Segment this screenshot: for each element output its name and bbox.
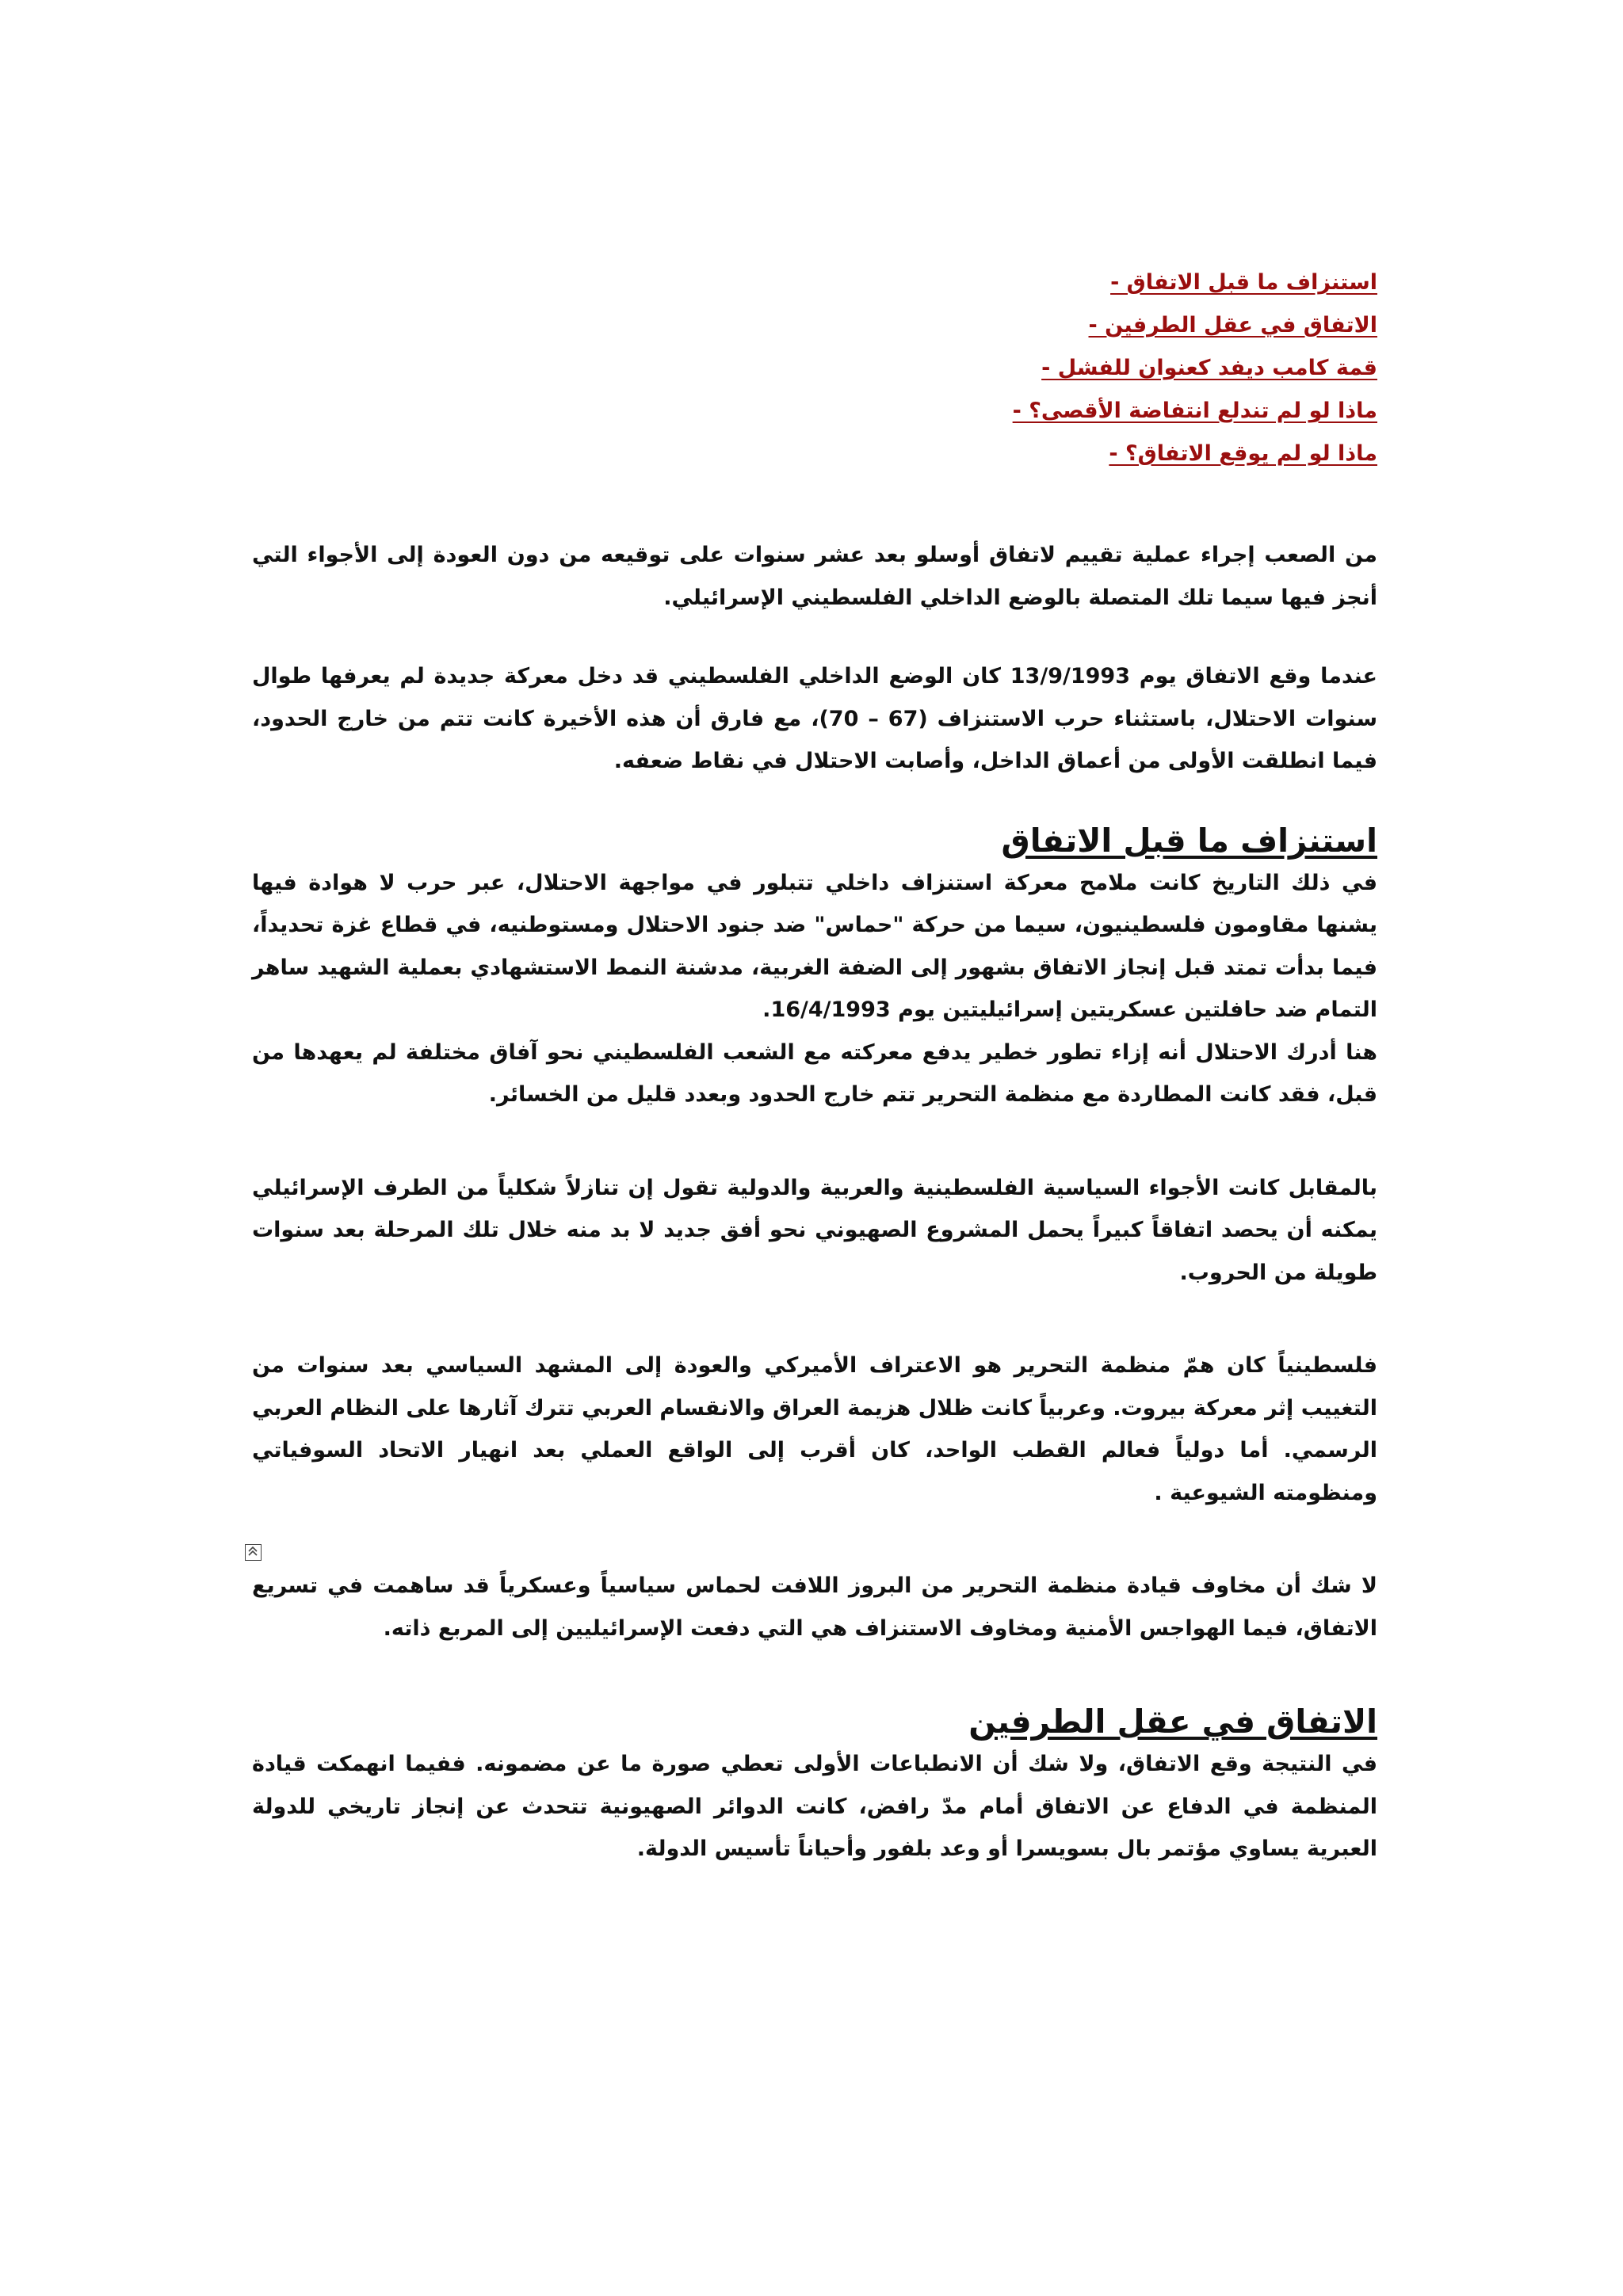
section1-paragraph-2: هنا أدرك الاحتلال أنه إزاء تطور خطير يدفع معركته مع الشعب الفلسطيني نحو آفاق مختلفة لم يعهدها من قبل، فقد كانت المطاردة مع منظمة التحرير تتم خارج الحدود وبعدد قليل من الخسائر. <box>252 1039 1377 1107</box>
article-body <box>252 261 1377 1871</box>
toc-link-camp-david-summit[interactable]: قمة كامب ديفد كعنوان للفشل - <box>1041 356 1377 380</box>
table-of-contents <box>252 261 1377 475</box>
section2-paragraph-1: في النتيجة وقع الاتفاق، ولا شك أن الانطباعات الأولى تعطي صورة ما عن مضمونه. ففيما انهمكت قيادة المنظمة في الدفاع عن الاتفاق أمام مدّ رافض، كانت الدوائر الصهيونية تتحدث عن إنجاز تاريخي للدولة العبرية يساوي مؤتمر بال بسويسرا أو وعد بلفور وأحياناً تأسيس الدولة. <box>252 1752 1377 1861</box>
section1-paragraph-5: لا شك أن مخاوف قيادة منظمة التحرير من البروز اللافت لحماس سياسياً وعسكرياً قد ساهمت في تسريع الاتفاق، فيما الهواجس الأمنية ومخاوف الاستنزاف هي التي دفعت الإسرائيليين إلى المربع ذاته. <box>252 1573 1377 1641</box>
section-heading-pre-agreement-attrition: استنزاف ما قبل الاتفاق <box>1001 821 1377 860</box>
intro-paragraph-2: عندما وقع الاتفاق يوم 13/9/1993 كان الوضع الداخلي الفلسطيني قد دخل معركة جديدة لم يعرفها طوال سنوات الاحتلال، باستثناء حرب الاستنزاف (67 – 70)، مع فارق أن هذه الأخيرة كانت تتم من خارج الحدود، فيما انطلقت الأولى من أعماق الداخل، وأصابت الاحتلال في نقاط ضعفه. <box>252 664 1378 773</box>
toc-link-pre-agreement-attrition[interactable]: استنزاف ما قبل الاتفاق - <box>1110 270 1377 295</box>
toc-link-if-not-signed[interactable]: ماذا لو لم يوقع الاتفاق؟ - <box>1109 441 1377 466</box>
section1-paragraph-1: في ذلك التاريخ كانت ملامح معركة استنزاف داخلي تتبلور في مواجهة الاحتلال، عبر حرب لا هوادة فيها يشنها مقاومون فلسطينيون، سيما من حركة "حماس" ضد جنود الاحتلال ومستوطنيه، في قطاع غزة تحديداً، فيما بدأت تمتد قبل إنجاز الاتفاق بشهور إلى الضفة الغربية، مدشنة النمط الاستشهادي بعملية الشهيد ساهر التمام ضد حافلتين عسكريتين إسرائيليتين يوم 16/4/1993. <box>252 870 1377 1022</box>
section-heading-agreement-in-both-minds: الاتفاق في عقل الطرفين <box>968 1703 1377 1741</box>
section1-paragraph-4: فلسطينياً كان همّ منظمة التحرير هو الاعتراف الأميركي والعودة إلى المشهد السياسي بعد سنوات من التغييب إثر معركة بيروت. وعربياً كانت ظلال هزيمة العراق والانقسام العربي تترك آثارها على النظام العربي الرسمي. أما دولياً فعالم القطب الواحد، كان أقرب إلى الواقع العملي بعد انهيار الاتحاد السوفياتي ومنظومته الشيوعية . <box>252 1353 1377 1505</box>
back-to-top-button[interactable] <box>245 1544 262 1561</box>
section1-paragraph-3: بالمقابل كانت الأجواء السياسية الفلسطينية والعربية والدولية تقول إن تنازلاً شكلياً من الطرف الإسرائيلي يمكنه أن يحصد اتفاقاً كبيراً يحمل المشروع الصهيوني نحو أفق جديد لا بد منه خلال تلك المرحلة بعد سنوات طويلة من الحروب. <box>252 1175 1377 1285</box>
arrow-up-icon <box>246 1545 260 1559</box>
toc-link-aqsa-intifada[interactable]: ماذا لو لم تندلع انتفاضة الأقصى؟ - <box>1012 399 1377 423</box>
toc-link-agreement-in-both-minds[interactable]: الاتفاق في عقل الطرفين - <box>1088 313 1377 338</box>
intro-paragraph-1: من الصعب إجراء عملية تقييم لاتفاق أوسلو بعد عشر سنوات على توقيعه من دون العودة إلى الأجواء التي أنجز فيها سيما تلك المتصلة بالوضع الداخلي الفلسطيني الإسرائيلي. <box>252 543 1377 610</box>
